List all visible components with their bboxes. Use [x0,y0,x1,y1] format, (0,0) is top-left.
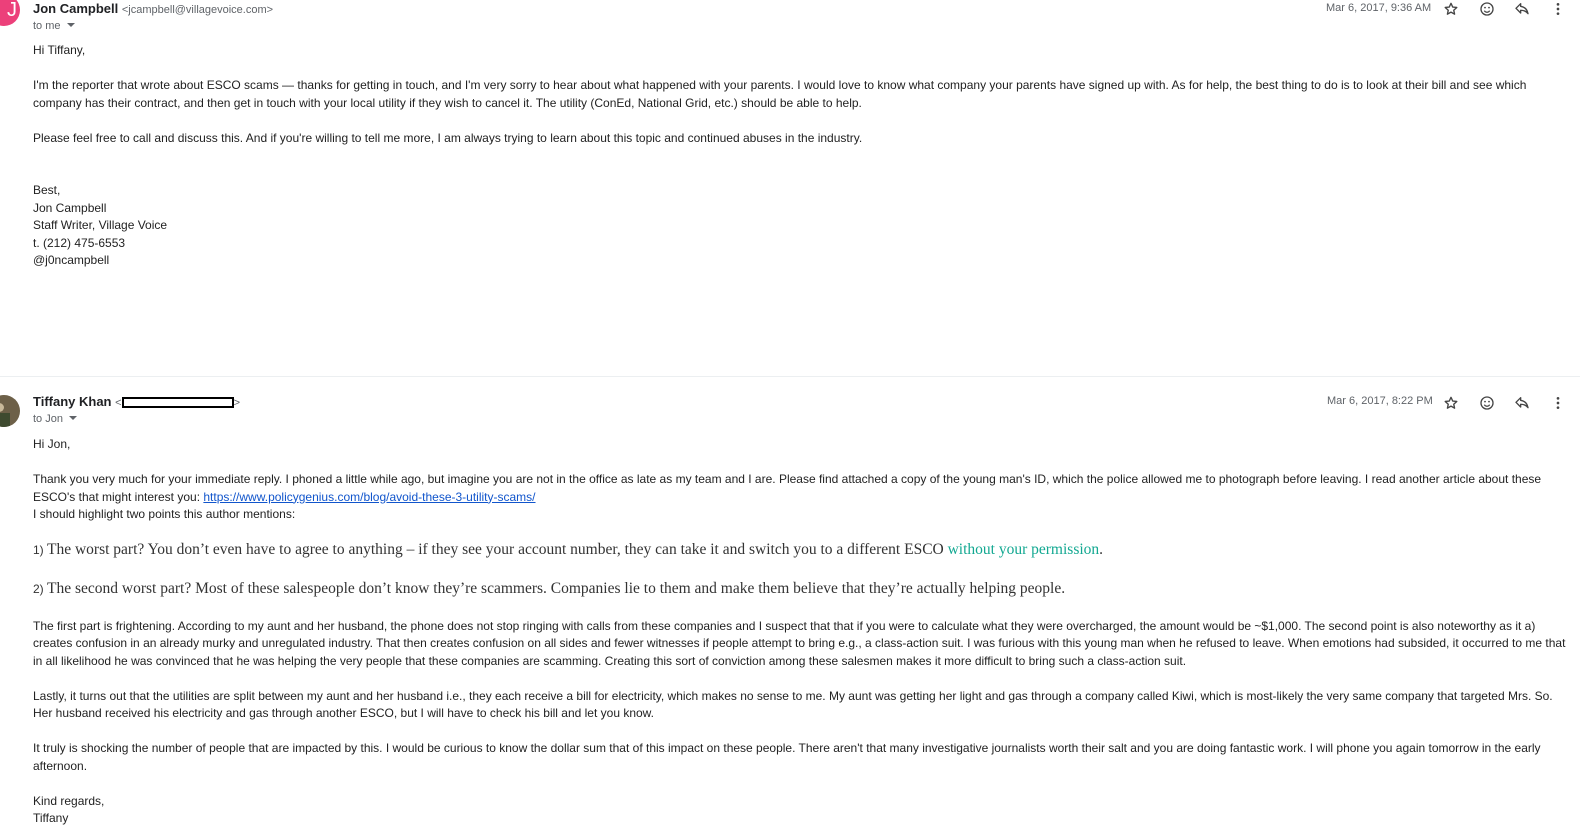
add-reaction-button[interactable] [1477,393,1497,413]
greeting: Hi Tiffany, [33,43,86,57]
reply-button[interactable] [1512,0,1532,19]
more-vert-icon [1550,1,1566,17]
add-reaction-button[interactable] [1477,0,1497,19]
recipient-label: to Jon [33,413,63,425]
body-paragraph: Please feel free to call and discuss this. And if you're willing to tell me more, I am always trying to learn about this topic and continued abuses in the industry. [33,130,863,145]
body-paragraph: I'm the reporter that wrote about ESCO scams — thanks for getting in touch, and I'm very sorry to hear about what happened with your parents. I would love to know what company your parents have signed up with. As for help, the best thing to do is to look at their bill and see which company has their contract, and then get in touch with your local utility if they wish to cancel it. The utility (ConEd, National Grid, etc.) should be able to help. [33,78,1527,110]
message-date: Mar 6, 2017, 9:36 AM [1326,2,1432,14]
message-body [33,42,1568,270]
signature-closing: Best, [33,183,61,197]
sender-header [33,394,240,409]
recipient-details-toggle[interactable] [33,20,75,32]
sender-avatar[interactable] [0,395,20,427]
email-message-1 [0,0,1580,376]
recipient-label: to me [33,20,61,32]
signature-title: Staff Writer, Village Voice [33,218,168,232]
chevron-down-icon [69,416,77,420]
signature-handle: @j0ncampbell [33,253,110,267]
reply-button[interactable] [1512,393,1532,413]
article-link[interactable]: https://www.policygenius.com/blog/avoid-these-3-utility-scams/ [203,489,536,504]
more-options-button[interactable] [1548,0,1568,19]
reply-icon [1514,1,1530,17]
more-options-button[interactable] [1548,393,1568,413]
message-date: Mar 6, 2017, 8:22 PM [1327,395,1433,407]
signature-phone: t. (212) 475-6553 [33,235,126,250]
email-message-2 [0,376,1580,825]
highlight-intro: I should highlight two points this author mentions: [33,507,296,521]
signature-name: Jon Campbell [33,200,107,215]
sender-email: <jcampbell@villagevoice.com> [121,4,274,16]
more-vert-icon [1550,395,1566,411]
emphasis-text: without your permission [947,540,1100,558]
emoji-icon [1479,1,1495,17]
recipient-details-toggle[interactable] [33,413,77,425]
sender-email: < > [115,397,240,409]
signature [33,182,1568,270]
sender-header [33,1,273,16]
body-paragraph: The first part is frightening. According to my aunt and her husband, the phone does not stop ringing with calls from these companies and I suspect that that if you were to calculate what they were overcharged, the amount would be ~$1,000. The second point is also noteworthy as it a) creates confusion in an already murky and unregulated industry. That then creates confusion on all sides and fewer witnesses if people attempt to bring e.g., a class-action suit. I was furious with this young man when he refused to leave. When emotions had subsided, it occurred to me that in all likelihood he was convinced that he was helping the very people that these companies are scamming. Creating this sort of conviction among these salesmen makes it more difficult to bring such a class-action suit. [33,618,1566,668]
star-button[interactable] [1441,393,1461,413]
body-paragraph: It truly is shocking the number of people that are impacted by this. I would be curious to know the dollar sum that of this impact on these people. There aren't that many investigative journalists worth their salt and you are doing fantastic work. I will phone you again tomorrow in the early afternoon. [33,741,1541,773]
message-body [33,436,1568,828]
redacted-email-box [122,397,234,408]
body-paragraph: Lastly, it turns out that the utilities are split between my aunt and her husband i.e., they each receive a bill for electricity, which makes no sense to me. My aunt was getting her light and gas through a company called Kiwi, which is most-likely the very same company that targeted Mrs. So. Her husband received his electricity and gas through another ESCO, but I will have to check his bill and let you know. [33,688,1553,720]
signature-closing: Kind regards, [33,793,105,808]
star-icon [1443,1,1459,17]
chevron-down-icon [67,23,75,27]
star-icon [1443,395,1459,411]
sender-avatar[interactable]: J [0,0,20,26]
quoted-point-1: 1) The worst part? You don’t even have to agree to anything – if they see your account number, they can take it and switch you to a different ESCO without your permission. [33,540,1104,558]
sender-name[interactable]: Tiffany Khan [33,394,112,409]
signature-name: Tiffany [33,811,69,825]
emoji-icon [1479,395,1495,411]
star-button[interactable] [1441,0,1461,19]
sender-name[interactable]: Jon Campbell [33,1,119,16]
greeting: Hi Jon, [33,437,71,451]
quoted-point-2: 2) The second worst part? Most of these salespeople don’t know they’re scammers. Companies lie to them and make them believe that they’re actually helping people. [33,579,1066,597]
body-paragraph: Thank you very much for your immediate reply. I phoned a little while ago, but imagine you are not in the office as late as my team and I are. Please find attached a copy of the young man's ID, which the police allowed me to photograph before leaving. I read another article about these ESCO's that might interest you: https://www.policygenius.com/blog/avoid-these-3-utility-scams/ [33,472,1542,504]
reply-icon [1514,395,1530,411]
